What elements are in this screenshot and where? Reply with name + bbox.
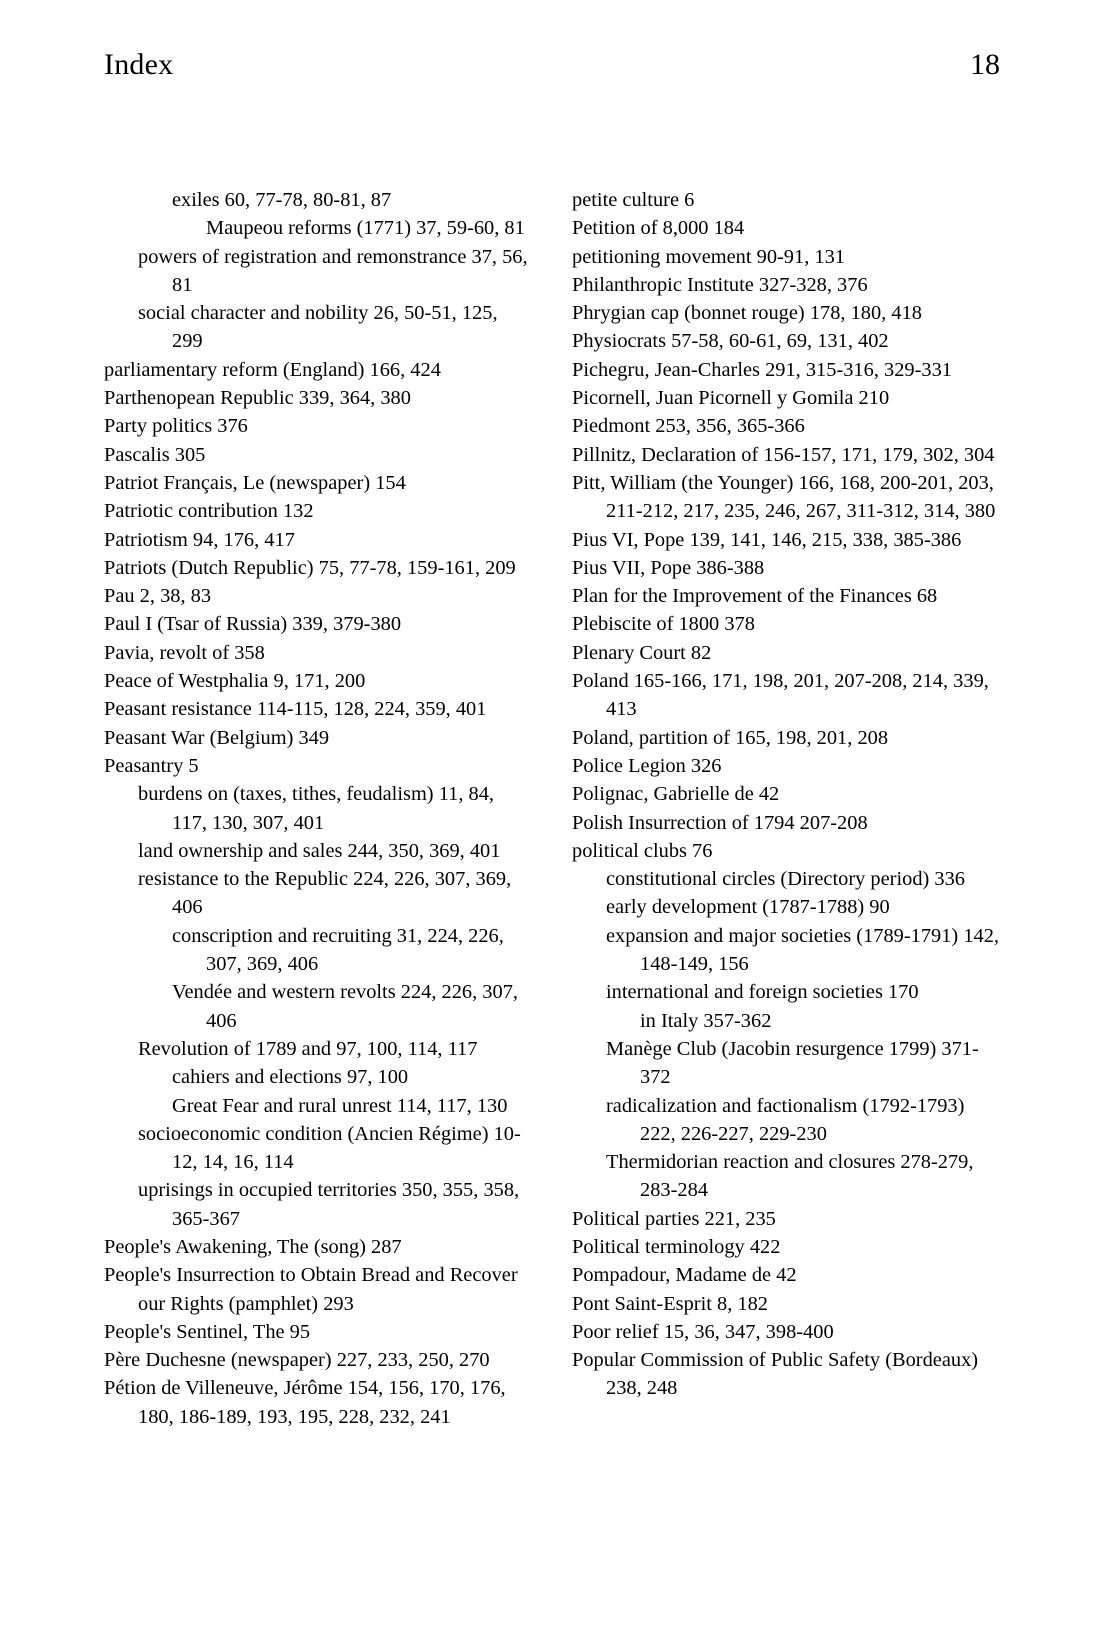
index-entry: Pius VI, Pope 139, 141, 146, 215, 338, 385-386 [572,528,962,551]
index-entry: Political terminology 422 [572,1235,781,1258]
index-entry: Maupeou reforms (1771) 37, 59-60, 81 [206,217,525,240]
index-entry: Patriot Français, Le (newspaper) 154 [104,471,406,494]
index-entry: Picornell, Juan Picornell y Gomila 210 [572,387,890,410]
index-entry: Pius VII, Pope 386-388 [572,556,765,579]
index-entry: social character and nobility 26, 50-51, 125, 299 [138,302,498,353]
index-entry: Pitt, William (the Younger) 166, 168, 200-201, 203, 211-212, 217, 235, 246, 267, 311-312, 314, 380 [572,471,996,523]
index-entry: political clubs 76 [572,839,713,862]
index-entry: burdens on (taxes, tithes, feudalism) 11, 84, 117, 130, 307, 401 [138,783,495,834]
index-entry: Poland 165-166, 171, 198, 201, 207-208, 214, 339, 413 [572,670,989,721]
index-entry: Party politics 376 [104,415,248,438]
index-entry: Pont Saint-Esprit 8, 182 [572,1292,768,1315]
index-entry: conscription and recruiting 31, 224, 226, 307, 369, 406 [172,924,504,976]
page-title: Index [104,48,174,81]
index-entry: Physiocrats 57-58, 60-61, 69, 131, 402 [572,330,889,353]
index-entry: Patriots (Dutch Republic) 75, 77-78, 159-161, 209 [104,556,516,579]
index-entry: Pavia, revolt of 358 [104,641,265,664]
index-entry: Pétion de Villeneuve, Jérôme 154, 156, 170, 176, 180, 186-189, 193, 195, 228, 232, 241 [104,1377,506,1428]
index-columns [104,186,1000,1431]
index-entry: Political parties 221, 235 [572,1207,776,1230]
index-entry: Pillnitz, Declaration of 156-157, 171, 179, 302, 304 [572,443,995,466]
index-column-left [104,186,532,1431]
index-entry: cahiers and elections 97, 100 [172,1066,409,1089]
index-entry: Pau 2, 38, 83 [104,585,212,608]
running-head [104,48,1000,81]
index-entry: Vendée and western revolts 224, 226, 307, 406 [172,981,518,1032]
index-entry: Piedmont 253, 356, 365-366 [572,415,805,438]
index-entry: in Italy 357-362 [640,1009,772,1032]
index-entry: People's Awakening, The (song) 287 [104,1235,402,1258]
index-entry: early development (1787-1788) 90 [606,896,890,919]
index-entry: Père Duchesne (newspaper) 227, 233, 250, 270 [104,1349,490,1372]
index-entry: Peasantry 5 [104,754,199,777]
index-entry: uprisings in occupied territories 350, 355, 358, 365-367 [138,1179,520,1230]
index-entry: Peace of Westphalia 9, 171, 200 [104,670,366,693]
index-entry: Revolution of 1789 and 97, 100, 114, 117 [138,1037,478,1060]
index-entry: land ownership and sales 244, 350, 369, 401 [138,839,501,862]
index-entry: constitutional circles (Directory period) 336 [606,868,965,891]
index-entry: Plebiscite of 1800 378 [572,613,755,636]
index-entry: People's Sentinel, The 95 [104,1320,311,1343]
index-entry: Popular Commission of Public Safety (Bordeaux) 238, 248 [572,1349,979,1400]
index-entry: Manège Club (Jacobin resurgence 1799) 371-372 [606,1037,979,1089]
index-entry: Polignac, Gabrielle de 42 [572,783,780,806]
index-entry: resistance to the Republic 224, 226, 307, 369, 406 [138,868,512,919]
index-entry: People's Insurrection to Obtain Bread and Recover our Rights (pamphlet) 293 [104,1264,518,1315]
index-entry: Peasant War (Belgium) 349 [104,726,330,749]
index-entry: parliamentary reform (England) 166, 424 [104,358,441,381]
index-entry: Plenary Court 82 [572,641,712,664]
index-column-right [572,186,1000,1431]
page-number: 18 [970,48,1000,81]
index-entry: Patriotic contribution 132 [104,500,314,523]
index-entry: Pompadour, Madame de 42 [572,1264,797,1287]
index-entry: Parthenopean Republic 339, 364, 380 [104,387,411,410]
index-entry: radicalization and factionalism (1792-1793) 222, 226-227, 229-230 [606,1094,965,1145]
index-entry: Plan for the Improvement of the Finances 68 [572,585,938,608]
index-entry: Police Legion 326 [572,754,722,777]
index-entry: international and foreign societies 170 [606,981,919,1004]
index-entry: Thermidorian reaction and closures 278-279, 283-284 [606,1151,974,1202]
index-entry: Paul I (Tsar of Russia) 339, 379-380 [104,613,402,636]
index-entry: petite culture 6 [572,189,695,211]
index-entry: Phrygian cap (bonnet rouge) 178, 180, 418 [572,302,922,325]
index-entry: Petition of 8,000 184 [572,217,745,240]
index-entry: petitioning movement 90-91, 131 [572,245,845,268]
index-entry: Poor relief 15, 36, 347, 398-400 [572,1320,834,1343]
index-entry: Poland, partition of 165, 198, 201, 208 [572,726,889,749]
index-entry: exiles 60, 77-78, 80-81, 87 [172,189,392,211]
index-entry: powers of registration and remonstrance 37, 56, 81 [138,245,528,296]
index-entry: Pichegru, Jean-Charles 291, 315-316, 329-331 [572,358,952,381]
index-entry: Great Fear and rural unrest 114, 117, 130 [172,1094,508,1117]
index-entry: Peasant resistance 114-115, 128, 224, 359, 401 [104,698,487,721]
index-entry: Pascalis 305 [104,443,206,466]
index-entry: expansion and major societies (1789-1791) 142, 148-149, 156 [606,924,999,976]
index-entry: socioeconomic condition (Ancien Régime) 10-12, 14, 16, 114 [138,1122,521,1174]
index-entry: Polish Insurrection of 1794 207-208 [572,811,868,834]
index-entry: Philanthropic Institute 327-328, 376 [572,273,868,296]
index-entry: Patriotism 94, 176, 417 [104,528,295,551]
